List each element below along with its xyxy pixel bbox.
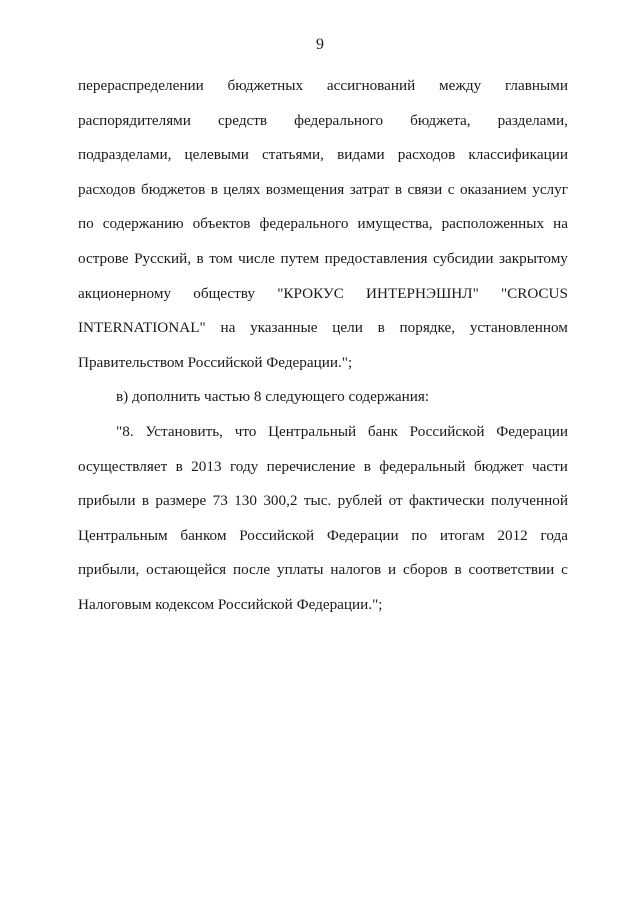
word: в [454,561,462,579]
word: Федерации [496,423,568,440]
word: ИНТЕРНЭШНЛ" [366,284,479,302]
word: по [411,526,428,544]
word: Федерации [326,526,399,544]
paragraph-budget-redistribution [78,69,568,380]
text-line [78,173,568,208]
word: возмещения [265,180,345,198]
word: году [229,457,259,475]
word: установленном [469,319,568,337]
word: ассигнований [326,77,416,94]
word: после [232,561,271,579]
word: рублей [337,492,383,510]
word: на [220,319,236,337]
word: порядке, [399,319,456,337]
word: субсидии [433,249,494,267]
paragraph-last-line: Правительством Российской Федерации."; [78,353,353,371]
word: Центральным [78,526,168,544]
word: Русский, [134,249,192,267]
text-line [78,311,568,346]
word: обществу [193,284,256,302]
paragraph-amendment-intro [78,380,568,415]
text-line [78,519,568,554]
text-line [78,207,568,242]
word: INTERNATIONAL" [78,319,206,337]
word: налогов [330,561,382,579]
word: видами [337,146,385,164]
word: "CROCUS [500,284,568,302]
word: федерального [294,111,384,129]
word: итогам [439,526,485,544]
word: 300,2 [263,492,298,510]
word: в [175,457,183,475]
word: статьями, [261,146,324,164]
word: бюджетных [227,77,304,94]
word: затрат [349,180,390,198]
word: в [377,319,385,337]
text-line [78,450,568,485]
word: и [387,561,397,579]
word: предоставления [324,249,428,267]
word: остающейся [146,561,227,579]
word: от [388,492,403,510]
word: в [363,457,371,475]
word: между [439,77,482,94]
word: сборов [402,561,448,579]
paragraph-text: в) дополнить частью 8 следующего содержания: [116,388,430,405]
text-line [78,277,568,312]
word: связи [407,180,443,198]
word: 2013 [191,457,222,475]
word: путем [280,249,320,267]
word: цели [332,319,363,337]
word: в [210,180,218,198]
word: бюджета, [410,111,471,129]
text-line [78,69,568,104]
word: 2012 [497,526,528,544]
word: федерального [259,215,349,233]
word: перераспределении [78,77,204,94]
word: закрытому [499,249,568,267]
word: бюджетов [140,180,206,198]
word: разделами, [497,111,568,129]
word: услуг [532,180,568,198]
word: банком [180,526,227,544]
text-line [78,553,568,588]
paragraph-lines [78,69,568,346]
word: фактически [409,492,485,510]
word: прибыли, [78,561,140,579]
word: расходов [397,146,456,164]
word: 73 [212,492,228,510]
word: острове [78,249,129,267]
word: расходов [78,180,136,198]
text-line [78,242,568,277]
word: части [532,457,568,475]
word: федеральный [379,457,466,475]
word: года [540,526,568,544]
word: 130 [234,492,257,510]
word: указанные [250,319,318,337]
word: "8. [116,423,134,440]
word: классификации [468,146,568,164]
word: уплаты [276,561,324,579]
word: что [234,423,257,440]
text-line [78,484,568,519]
word: прибыли [78,492,136,510]
paragraph-central-bank-transfer [78,415,568,623]
paragraph-last-line: Налоговым кодексом Российской Федерации."; [78,595,383,613]
text-line [78,138,568,173]
word: том [209,249,233,267]
word: главными [504,77,568,94]
word: в [196,249,204,267]
word: с [447,180,455,198]
text-line [78,104,568,139]
word: Российской [409,423,485,440]
word: Установить, [145,423,223,440]
word: с [561,561,568,579]
word: акционерному [78,284,172,302]
word: оказанием [459,180,527,198]
word: распорядителями [78,111,191,129]
word: размере [155,492,207,510]
word: бюджет [473,457,524,475]
paragraph-lines [78,415,568,588]
word: полученной [490,492,568,510]
word: содержанию [102,215,184,233]
word: имущества, [357,215,433,233]
word: "КРОКУС [277,284,344,302]
word: тыс. [303,492,332,510]
word: Центральный [268,423,357,440]
word: объектов [192,215,251,233]
word: подразделами, [78,146,172,164]
word: целевыми [184,146,249,164]
word: на [553,215,568,233]
word: числе [238,249,275,267]
word: соответствии [468,561,555,579]
text-line [78,415,568,450]
word: банк [367,423,398,440]
word: осуществляет [78,457,168,475]
word: по [78,215,94,233]
word: в [141,492,150,510]
word: средств [217,111,268,129]
page-number: 9 [316,36,324,53]
word: перечисление [266,457,356,475]
word: расположенных [441,215,545,233]
word: Российской [239,526,315,544]
word: в [394,180,403,198]
word: целях [223,180,261,198]
